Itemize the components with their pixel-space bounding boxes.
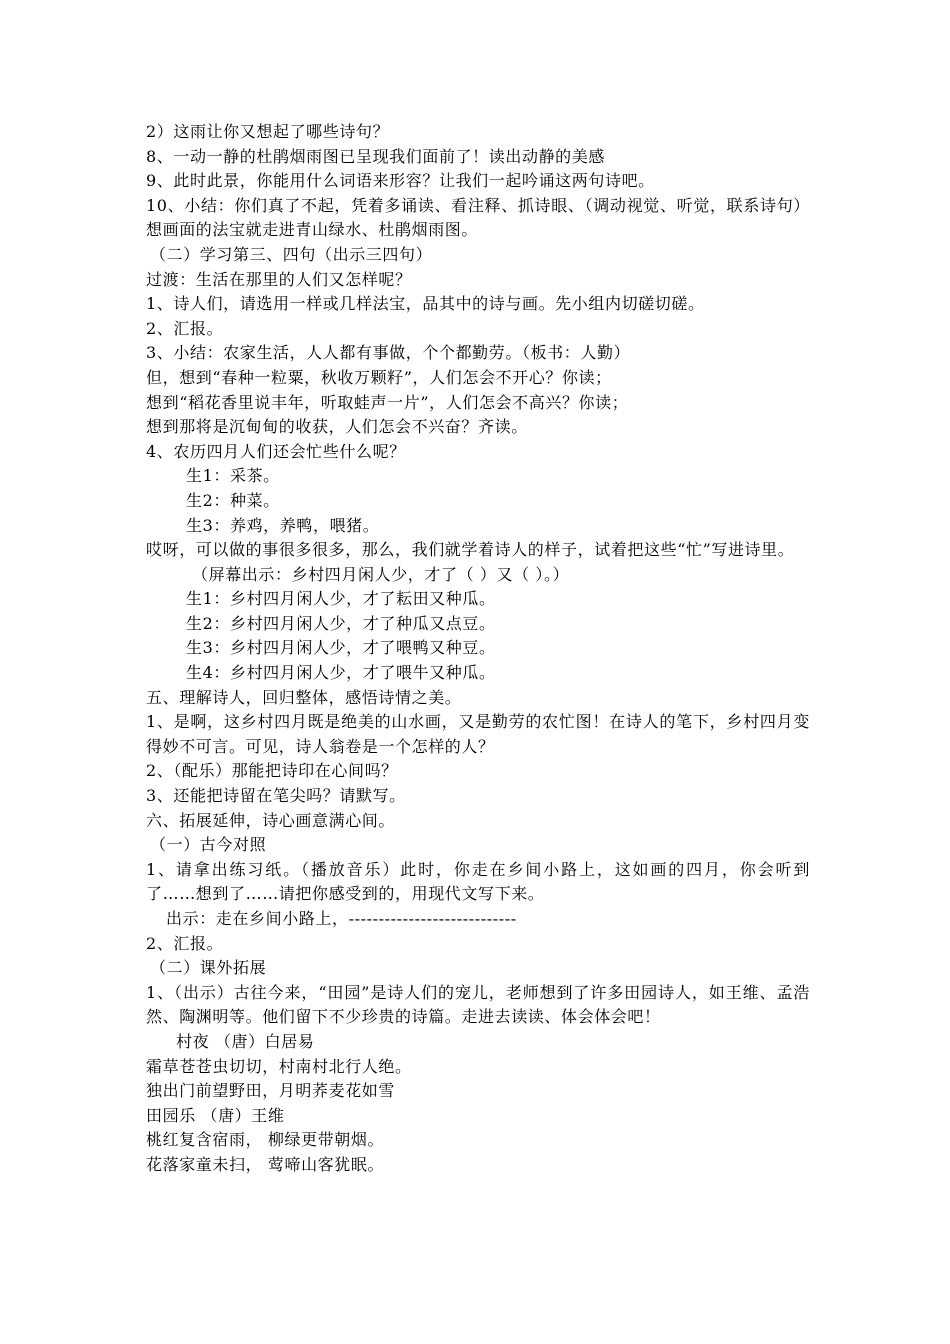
- text-line: 过渡：生活在那里的人们又怎样呢？: [146, 269, 412, 289]
- text-line: 1、诗人们，请选用一样或几样法宝，品其中的诗与画。先小组内切磋切磋。: [146, 294, 705, 314]
- text-line: 2）这雨让你又想起了哪些诗句？: [146, 122, 390, 141]
- section-heading: （二）课外拓展: [150, 958, 267, 978]
- screen-prompt: （屏幕出示：乡村四月闲人少，才了（ ）又（ ）。）: [192, 564, 570, 584]
- text-line: 3、还能把诗留在笔尖吗？请默写。: [146, 786, 406, 806]
- text-paragraph: 1、（出示）古往今来，“田园”是诗人们的宠儿，老师想到了许多田园诗人，如王维、孟浩然、陶渊明等。他们留下不少珍贵的诗篇。走进去读读、体会体会吧！: [146, 982, 810, 1027]
- student-answer: 生3：乡村四月闲人少，才了喂鸭又种豆。: [186, 638, 496, 658]
- student-answer: 生2：种菜。: [186, 490, 280, 510]
- section-heading: （二）学习第三、四句（出示三四句）: [150, 244, 433, 264]
- student-answer: 生1：采茶。: [186, 466, 280, 486]
- text-line: 2、汇报。: [146, 933, 224, 953]
- section-heading: 五、理解诗人，回归整体，感悟诗情之美。: [146, 687, 462, 707]
- text-line: 8、一动一静的杜鹃烟雨图已呈现我们面前了！读出动静的美感: [146, 146, 605, 166]
- poem-title: 田园乐 （唐）王维: [146, 1105, 285, 1125]
- screen-prompt: 出示：走在乡间小路上，----------------------------: [166, 909, 517, 928]
- text-paragraph: 1、是啊，这乡村四月既是绝美的山水画，又是勤劳的农忙图！在诗人的笔下，乡村四月变得妙不可言。可见，诗人翁卷是一个怎样的人？: [146, 712, 810, 756]
- text-paragraph: 1、请拿出练习纸。（播放音乐）此时，你走在乡间小路上，这如画的四月，你会听到了……想到了……请把你感受到的，用现代文写下来。: [146, 859, 810, 904]
- student-answer: 生1：乡村四月闲人少，才了耘田又种瓜。: [186, 589, 496, 609]
- student-answer: 生3：养鸡，养鸭，喂猪。: [186, 515, 380, 535]
- student-answer: 生2：乡村四月闲人少，才了种瓜又点豆。: [186, 613, 496, 633]
- poem-line: 桃红复含宿雨， 柳绿更带朝烟。: [146, 1130, 385, 1150]
- text-paragraph: 哎呀，可以做的事很多很多，那么，我们就学着诗人的样子，试着把这些“忙”写进诗里。: [146, 540, 795, 560]
- document-body: [146, 120, 810, 1178]
- text-line: 2、（配乐）那能把诗印在心间吗？: [146, 761, 398, 781]
- text-paragraph: 10、小结：你们真了不起，凭着多诵读、看注释、抓诗眼、（调动视觉、听觉，联系诗句）想画面的法宝就走进青山绿水、杜鹃烟雨图。: [146, 195, 810, 240]
- text-line: 想到那将是沉甸甸的收获，人们怎会不兴奋？齐读。: [146, 417, 528, 437]
- text-line: 想到“稻花香里说丰年，听取蛙声一片”，人们怎会不高兴？你读；: [146, 392, 629, 412]
- poem-line: 霜草苍苍虫切切，村南村北行人绝。: [146, 1056, 412, 1076]
- text-line: 2、汇报。: [146, 318, 224, 338]
- poem-title: 村夜 （唐）白居易: [176, 1031, 315, 1051]
- section-heading: 六、拓展延伸，诗心画意满心间。: [146, 810, 396, 830]
- poem-line: 独出门前望野田，月明荞麦花如雪: [146, 1081, 396, 1101]
- section-heading: （一）古今对照: [150, 835, 267, 855]
- text-line: 3、小结：农家生活，人人都有事做，个个都勤劳。（板书：人勤）: [146, 343, 631, 363]
- student-answer: 生4：乡村四月闲人少，才了喂牛又种瓜。: [186, 663, 496, 683]
- text-line: 4、农历四月人们还会忙些什么呢？: [146, 441, 406, 461]
- poem-line: 花落家童未扫， 莺啼山客犹眠。: [146, 1154, 385, 1174]
- text-line: 但，想到“春种一粒粟，秋收万颗籽”，人们怎会不开心？你读；: [146, 367, 612, 387]
- text-line: 9、此时此景，你能用什么词语来形容？让我们一起吟诵这两句诗吧。: [146, 171, 655, 191]
